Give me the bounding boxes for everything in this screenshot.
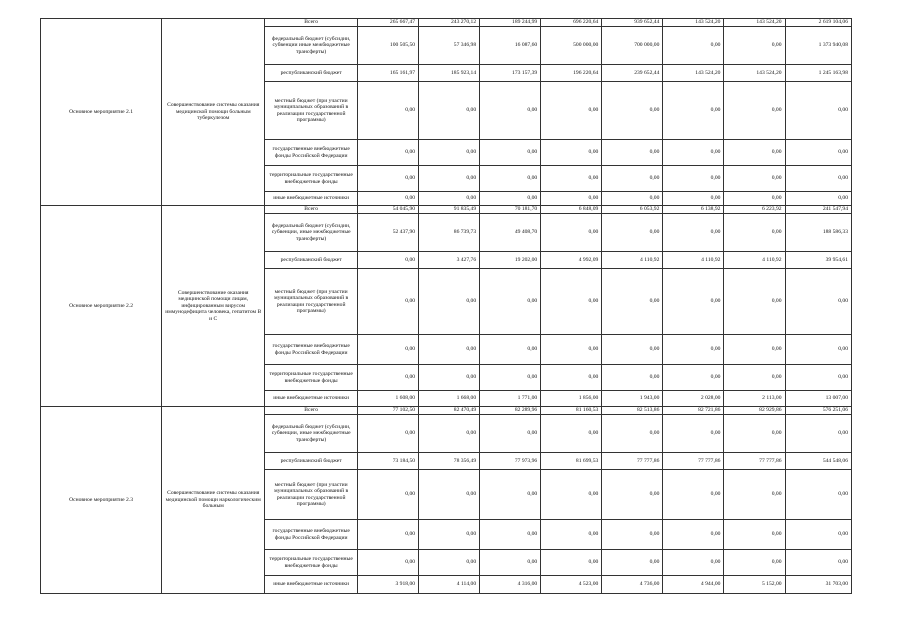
funding-source-cell: федеральный бюджет (субсидии, субвенции, иные межбюджетные трансферты) [265, 415, 358, 453]
funding-source-cell: республиканский бюджет [265, 65, 358, 82]
year-value-cell: 0,00 [480, 140, 541, 166]
year-value-cell: 0,00 [602, 470, 663, 520]
year-value-cell: 0,00 [724, 550, 785, 576]
year-value-cell: 0,00 [357, 140, 418, 166]
year-value-cell: 4 992,09 [541, 252, 602, 269]
table-row [41, 407, 852, 415]
year-value-cell: 0,00 [724, 335, 785, 365]
table-row [41, 206, 852, 214]
year-value-cell: 6 848,09 [541, 206, 602, 214]
year-value-cell: 0,00 [419, 166, 480, 192]
year-value-cell: 0,00 [357, 269, 418, 335]
year-value-cell: 0,00 [602, 550, 663, 576]
year-value-cell: 0,00 [541, 269, 602, 335]
year-value-cell: 81 699,53 [541, 453, 602, 470]
year-value-cell: 57 346,98 [419, 27, 480, 65]
year-value-cell: 3 918,00 [357, 576, 418, 594]
year-value-cell: 0,00 [419, 520, 480, 550]
year-value-cell: 0,00 [357, 520, 418, 550]
budget-table-body [41, 19, 852, 594]
year-value-cell: 0,00 [357, 470, 418, 520]
year-value-cell: 1 608,00 [357, 391, 418, 407]
year-value-cell: 939 652,44 [602, 19, 663, 27]
year-value-cell: 0,00 [419, 365, 480, 391]
year-value-cell: 0,00 [663, 214, 724, 252]
total-value-cell: 188 586,33 [785, 214, 851, 252]
year-value-cell: 0,00 [541, 140, 602, 166]
year-value-cell: 165 161,97 [357, 65, 418, 82]
year-value-cell: 700 000,00 [602, 27, 663, 65]
year-value-cell: 4 316,00 [480, 576, 541, 594]
year-value-cell: 143 524,20 [724, 19, 785, 27]
year-value-cell: 3 427,76 [419, 252, 480, 269]
year-value-cell: 82 289,96 [480, 407, 541, 415]
total-value-cell: 2 619 104,06 [785, 19, 851, 27]
year-value-cell: 91 835,49 [419, 206, 480, 214]
year-value-cell: 2 113,00 [724, 391, 785, 407]
year-value-cell: 0,00 [480, 520, 541, 550]
year-value-cell: 86 739,73 [419, 214, 480, 252]
funding-source-cell: иные внебюджетные источники [265, 192, 358, 206]
year-value-cell: 1 943,00 [602, 391, 663, 407]
year-value-cell: 0,00 [480, 192, 541, 206]
year-value-cell: 0,00 [541, 192, 602, 206]
year-value-cell: 77 102,50 [357, 407, 418, 415]
total-value-cell: 1 245 163,98 [785, 65, 851, 82]
year-value-cell: 100 505,50 [357, 27, 418, 65]
event-name-cell: Основное мероприятие 2.2 [41, 206, 162, 407]
year-value-cell: 696 220,64 [541, 19, 602, 27]
total-value-cell: 0,00 [785, 140, 851, 166]
year-value-cell: 4 944,00 [663, 576, 724, 594]
year-value-cell: 196 220,64 [541, 65, 602, 82]
year-value-cell: 77 777,86 [602, 453, 663, 470]
funding-source-cell: государственные внебюджетные фонды Российской Федерации [265, 140, 358, 166]
event-name-cell: Основное мероприятие 2.1 [41, 19, 162, 206]
year-value-cell: 0,00 [541, 166, 602, 192]
funding-source-cell: Всего [265, 407, 358, 415]
funding-source-cell: федеральный бюджет (субсидии, субвенции иные межбюджетные трансферты) [265, 27, 358, 65]
funding-source-cell: республиканский бюджет [265, 453, 358, 470]
year-value-cell: 0,00 [357, 415, 418, 453]
event-description-cell: Совершенствование системы оказания медицинской помощи больным туберкулезом [162, 19, 265, 206]
year-value-cell: 82 470,49 [419, 407, 480, 415]
year-value-cell: 0,00 [357, 335, 418, 365]
year-value-cell: 0,00 [602, 82, 663, 140]
year-value-cell: 4 110,92 [663, 252, 724, 269]
year-value-cell: 4 114,00 [419, 576, 480, 594]
year-value-cell: 0,00 [663, 192, 724, 206]
year-value-cell: 0,00 [357, 82, 418, 140]
year-value-cell: 54 045,90 [357, 206, 418, 214]
total-value-cell: 31 703,00 [785, 576, 851, 594]
year-value-cell: 185 923,14 [419, 65, 480, 82]
event-description-cell: Совершенствование оказания медицинской помощи лицам, инфицированным вирусом иммунодефицита человека, гепатитом В и С [162, 206, 265, 407]
year-value-cell: 0,00 [602, 269, 663, 335]
year-value-cell: 0,00 [724, 82, 785, 140]
year-value-cell: 0,00 [541, 365, 602, 391]
year-value-cell: 0,00 [663, 269, 724, 335]
total-value-cell: 0,00 [785, 166, 851, 192]
year-value-cell: 0,00 [480, 269, 541, 335]
year-value-cell: 0,00 [419, 82, 480, 140]
total-value-cell: 544 548,06 [785, 453, 851, 470]
year-value-cell: 173 157,39 [480, 65, 541, 82]
year-value-cell: 0,00 [602, 520, 663, 550]
year-value-cell: 0,00 [541, 335, 602, 365]
funding-source-cell: местный бюджет (при участии муниципальных образований в реализации государственной программы) [265, 470, 358, 520]
year-value-cell: 143 524,20 [724, 65, 785, 82]
funding-source-cell: республиканский бюджет [265, 252, 358, 269]
year-value-cell: 243 270,12 [419, 19, 480, 27]
year-value-cell: 0,00 [541, 214, 602, 252]
year-value-cell: 0,00 [724, 520, 785, 550]
year-value-cell: 78 356,49 [419, 453, 480, 470]
year-value-cell: 0,00 [480, 335, 541, 365]
year-value-cell: 0,00 [357, 166, 418, 192]
total-value-cell: 0,00 [785, 550, 851, 576]
year-value-cell: 0,00 [480, 82, 541, 140]
year-value-cell: 4 110,92 [724, 252, 785, 269]
total-value-cell: 0,00 [785, 192, 851, 206]
year-value-cell: 82 721,86 [663, 407, 724, 415]
year-value-cell: 0,00 [724, 214, 785, 252]
year-value-cell: 143 524,20 [663, 19, 724, 27]
year-value-cell: 265 667,47 [357, 19, 418, 27]
funding-source-cell: иные внебюджетные источники [265, 391, 358, 407]
year-value-cell: 0,00 [724, 192, 785, 206]
year-value-cell: 0,00 [602, 166, 663, 192]
year-value-cell: 0,00 [480, 470, 541, 520]
year-value-cell: 0,00 [724, 415, 785, 453]
year-value-cell: 1 668,00 [419, 391, 480, 407]
year-value-cell: 0,00 [663, 520, 724, 550]
funding-source-cell: местный бюджет (при участии муниципальных образований в реализации государственной программы) [265, 82, 358, 140]
year-value-cell: 239 652,44 [602, 65, 663, 82]
year-value-cell: 0,00 [480, 550, 541, 576]
year-value-cell: 19 202,00 [480, 252, 541, 269]
year-value-cell: 0,00 [602, 365, 663, 391]
budget-table [40, 18, 852, 594]
year-value-cell: 77 973,96 [480, 453, 541, 470]
funding-source-cell: федеральный бюджет (субсидии, субвенции, иные межбюджетные трансферты) [265, 214, 358, 252]
year-value-cell: 0,00 [602, 140, 663, 166]
funding-source-cell: территориальные государственные внебюджетные фонды [265, 550, 358, 576]
funding-source-cell: иные внебюджетные источники [265, 576, 358, 594]
total-value-cell: 0,00 [785, 82, 851, 140]
year-value-cell: 0,00 [724, 27, 785, 65]
year-value-cell: 0,00 [357, 192, 418, 206]
year-value-cell: 0,00 [419, 550, 480, 576]
year-value-cell: 0,00 [419, 470, 480, 520]
year-value-cell: 0,00 [602, 214, 663, 252]
year-value-cell: 0,00 [663, 27, 724, 65]
year-value-cell: 0,00 [419, 269, 480, 335]
year-value-cell: 4 523,00 [541, 576, 602, 594]
funding-source-cell: местный бюджет (при участии муниципальных образований в реализации государственной программы) [265, 269, 358, 335]
year-value-cell: 0,00 [419, 140, 480, 166]
year-value-cell: 52 437,90 [357, 214, 418, 252]
year-value-cell: 0,00 [663, 82, 724, 140]
year-value-cell: 0,00 [663, 550, 724, 576]
year-value-cell: 77 777,86 [663, 453, 724, 470]
year-value-cell: 2 028,00 [663, 391, 724, 407]
year-value-cell: 16 087,60 [480, 27, 541, 65]
budget-table-sheet [40, 18, 852, 594]
year-value-cell: 82 929,86 [724, 407, 785, 415]
year-value-cell: 0,00 [357, 550, 418, 576]
year-value-cell: 0,00 [541, 470, 602, 520]
year-value-cell: 0,00 [663, 470, 724, 520]
total-value-cell: 39 954,61 [785, 252, 851, 269]
year-value-cell: 0,00 [724, 365, 785, 391]
year-value-cell: 70 181,70 [480, 206, 541, 214]
year-value-cell: 4 110,92 [602, 252, 663, 269]
year-value-cell: 0,00 [602, 335, 663, 365]
total-value-cell: 1 373 940,08 [785, 27, 851, 65]
year-value-cell: 49 408,70 [480, 214, 541, 252]
year-value-cell: 189 244,99 [480, 19, 541, 27]
total-value-cell: 0,00 [785, 520, 851, 550]
year-value-cell: 81 160,53 [541, 407, 602, 415]
total-value-cell: 241 547,94 [785, 206, 851, 214]
year-value-cell: 0,00 [357, 365, 418, 391]
year-value-cell: 6 138,92 [663, 206, 724, 214]
year-value-cell: 0,00 [419, 335, 480, 365]
funding-source-cell: государственные внебюджетные фонды Российской Федерации [265, 520, 358, 550]
year-value-cell: 0,00 [724, 166, 785, 192]
year-value-cell: 73 184,50 [357, 453, 418, 470]
year-value-cell: 6 223,92 [724, 206, 785, 214]
year-value-cell: 0,00 [602, 415, 663, 453]
total-value-cell: 0,00 [785, 470, 851, 520]
year-value-cell: 0,00 [724, 140, 785, 166]
year-value-cell: 0,00 [602, 192, 663, 206]
year-value-cell: 4 736,00 [602, 576, 663, 594]
funding-source-cell: Всего [265, 19, 358, 27]
year-value-cell: 0,00 [541, 520, 602, 550]
funding-source-cell: территориальные государственные внебюджетные фонды [265, 365, 358, 391]
year-value-cell: 0,00 [480, 365, 541, 391]
year-value-cell: 77 777,86 [724, 453, 785, 470]
total-value-cell: 0,00 [785, 269, 851, 335]
total-value-cell: 0,00 [785, 415, 851, 453]
total-value-cell: 576 251,06 [785, 407, 851, 415]
funding-source-cell: Всего [265, 206, 358, 214]
year-value-cell: 500 000,00 [541, 27, 602, 65]
year-value-cell: 0,00 [541, 550, 602, 576]
event-name-cell: Основное мероприятие 2.3 [41, 407, 162, 594]
year-value-cell: 0,00 [663, 415, 724, 453]
year-value-cell: 1 856,00 [541, 391, 602, 407]
year-value-cell: 0,00 [541, 82, 602, 140]
year-value-cell: 0,00 [480, 166, 541, 192]
year-value-cell: 0,00 [663, 140, 724, 166]
year-value-cell: 0,00 [480, 415, 541, 453]
year-value-cell: 5 152,00 [724, 576, 785, 594]
funding-source-cell: территориальные государственные внебюджетные фонды [265, 166, 358, 192]
event-description-cell: Совершенствование системы оказания медицинской помощи наркологическим больным [162, 407, 265, 594]
year-value-cell: 0,00 [357, 252, 418, 269]
year-value-cell: 82 513,86 [602, 407, 663, 415]
year-value-cell: 0,00 [419, 192, 480, 206]
year-value-cell: 0,00 [663, 335, 724, 365]
year-value-cell: 0,00 [663, 166, 724, 192]
total-value-cell: 0,00 [785, 335, 851, 365]
funding-source-cell: государственные внебюджетные фонды Российской Федерации [265, 335, 358, 365]
table-row [41, 19, 852, 27]
year-value-cell: 1 771,00 [480, 391, 541, 407]
year-value-cell: 0,00 [419, 415, 480, 453]
year-value-cell: 0,00 [663, 365, 724, 391]
total-value-cell: 0,00 [785, 365, 851, 391]
year-value-cell: 143 524,20 [663, 65, 724, 82]
year-value-cell: 6 053,92 [602, 206, 663, 214]
year-value-cell: 0,00 [724, 470, 785, 520]
year-value-cell: 0,00 [541, 415, 602, 453]
year-value-cell: 0,00 [724, 269, 785, 335]
total-value-cell: 13 007,00 [785, 391, 851, 407]
